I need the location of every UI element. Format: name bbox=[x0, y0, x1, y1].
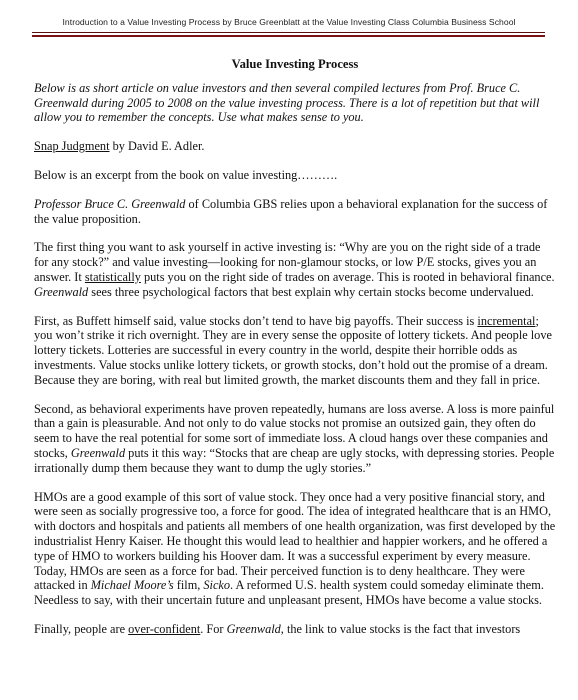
finally-text-b: . For bbox=[200, 621, 227, 636]
first-factor-underlined: incremental bbox=[477, 313, 536, 328]
first-thing-text-c: sees three psychological factors that best explain why certain stocks become undervalued. bbox=[88, 284, 534, 299]
document-body bbox=[34, 57, 556, 651]
intro-paragraph: Below is as short article on value investors and then several compiled lectures from Prof. Bruce C. Greenwald during 2005 to 2008 on the value investing process. There is a lot of repetition but that will allow you to remember the concepts. Use what makes sense to you. bbox=[34, 80, 540, 125]
finally-underlined: over-confident bbox=[128, 621, 201, 636]
first-factor-text-b: ; you won’t strike it rich overnight. They are in every sense the opposite of lottery tickets. And people love lottery tickets. Lotteries are successful in every country in the world, despite their horrible odds as investments. Value stocks unlike lottery tickets, or growth stocks, don’t hold out the promise of a dream. Because they are boring, with real but limited growth, the market discounts them and they fall in price. bbox=[34, 313, 552, 387]
finally-text-c: , the link to value stocks is the fact that investors bbox=[280, 621, 521, 636]
header-rule-thin bbox=[32, 32, 545, 33]
hmo-text-b: film, bbox=[173, 578, 204, 593]
page-header bbox=[0, 0, 578, 40]
first-thing-underlined: statistically bbox=[84, 269, 141, 284]
second-factor-paragraph bbox=[34, 402, 556, 476]
second-factor-text-a: Second, as behavioral experiments have proven repeatedly, humans are loss averse. A loss is more painful than a gain is pleasurable. And not only to do value stocks not promise an outsized gain, they often do seem to have the real potential for some sort of immediate loss. A cloud hangs over these companies and stocks, bbox=[34, 401, 555, 460]
first-thing-paragraph bbox=[34, 240, 556, 299]
byline-source: Snap Judgment bbox=[34, 139, 110, 154]
hmo-film-author: Michael Moore’s bbox=[90, 578, 174, 593]
second-factor-name: Greenwald bbox=[70, 445, 126, 460]
hmo-text-c: . A reformed U.S. health system could someday eliminate them. Needless to say, with their uncertain future and unpleasant present, HMOs have become a value stocks. bbox=[34, 578, 544, 608]
document-title: Value Investing Process bbox=[231, 57, 359, 71]
excerpt-note-paragraph: Below is an excerpt from the book on value investing………. bbox=[34, 167, 338, 182]
byline-author: by David E. Adler. bbox=[109, 139, 205, 154]
second-factor-text-b: puts it this way: “Stocks that are cheap are ugly stocks, with depressing stories. People irrationally dump them because they want to dump the ugly stories.” bbox=[34, 445, 555, 475]
first-thing-text-a: The first thing you want to ask yourself in active investing is: “Why are you on the right side of a trade for any stock?” and value investing—looking for non-glamour stocks, or low P/E stocks, gives you an answer. It bbox=[34, 240, 541, 284]
first-thing-name: Greenwald bbox=[34, 284, 89, 299]
finally-name: Greenwald bbox=[226, 621, 281, 636]
first-factor-text-a: First, as Buffett himself said, value stocks don’t tend to have big payoffs. Their success is bbox=[34, 313, 478, 328]
hmo-text-a: HMOs are a good example of this sort of value stock. They once had a very positive financial story, and were seen as socially progressive too, a force for good. The idea of integrated healthcare that is an HMO, with doctors and hospitals and patients all members of one health organization, was first developed by the industrialist Henry Kaiser. He thought this would lead to healthier and happier workers, and he offered a type of HMO to workers building his Hoover dam. It was a successful experiment by every measure. Today, HMOs are seen as a force for bad. Their perceived function is to deny healthcare. They were attacked in bbox=[34, 489, 556, 593]
header-rule-thick bbox=[32, 35, 545, 37]
first-thing-text-b: puts you on the right side of trades on average. This is rooted in behavioral finance. bbox=[140, 269, 555, 284]
professor-text: of Columbia GBS relies upon a behavioral explanation for the success of the value proposition. bbox=[34, 196, 548, 226]
running-header-title: Introduction to a Value Investing Process by Bruce Greenblatt at the Value Investing Class Columbia Business School bbox=[62, 17, 516, 27]
byline-paragraph bbox=[34, 139, 556, 154]
first-factor-paragraph bbox=[34, 314, 556, 388]
professor-paragraph bbox=[34, 197, 556, 227]
hmo-paragraph bbox=[34, 490, 556, 608]
hmo-film-title: Sicko bbox=[203, 578, 231, 593]
professor-name: Professor Bruce C. Greenwald bbox=[34, 196, 186, 211]
finally-text-a: Finally, people are bbox=[34, 621, 129, 636]
finally-paragraph bbox=[34, 622, 556, 637]
